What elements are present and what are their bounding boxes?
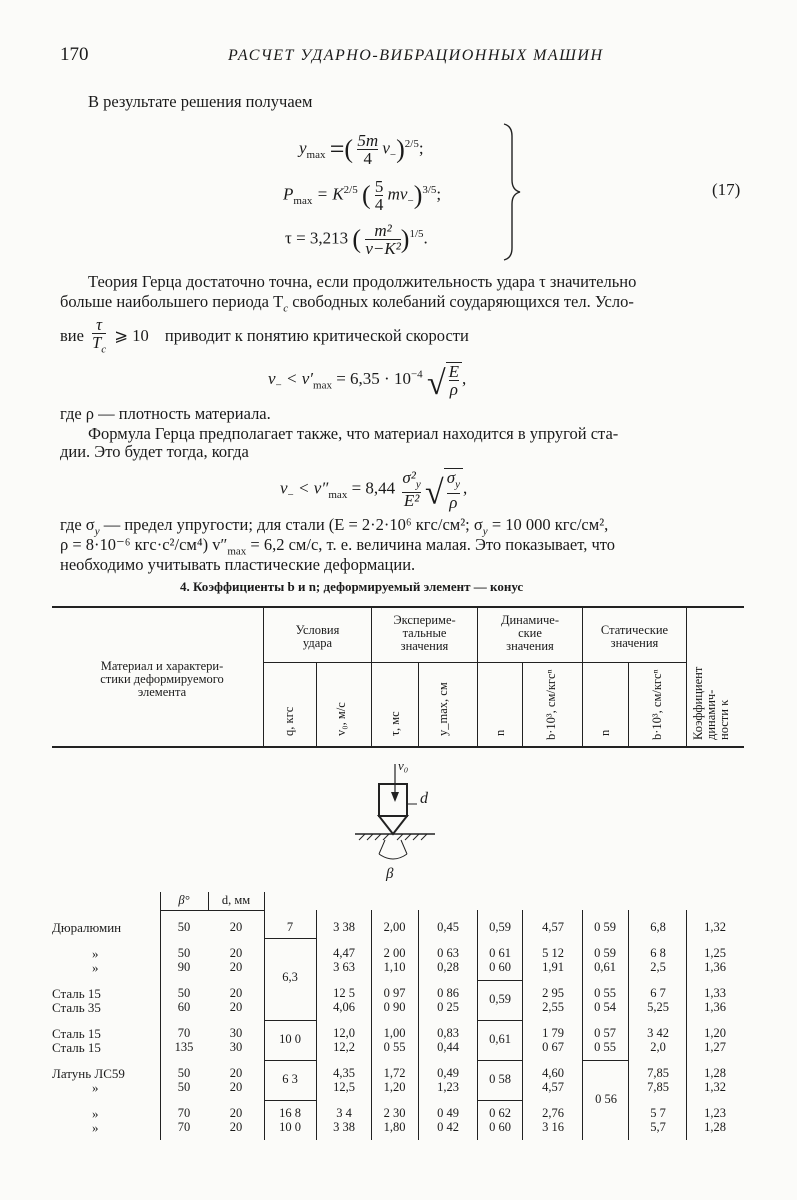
table-cell-tau: 2,00	[383, 920, 406, 934]
table-cell-n-d: 0,59	[489, 920, 511, 934]
table-cell-b-d: 4,57	[542, 920, 564, 934]
table-cell-tau: 0 55	[383, 1040, 406, 1054]
merge-rule	[477, 1100, 522, 1101]
col-divider	[418, 662, 419, 746]
table-cell-d: 20	[229, 1066, 243, 1080]
table-cell-k: 1,20	[704, 1026, 726, 1040]
table-cell-v0: 4,47	[333, 946, 355, 960]
equation-tau: τ = 3,213 ( $\frac{\text{m²}}{\text{v−K²}}$ )$^{1/5}$.	[285, 221, 428, 258]
table-cell-n-s: 0,61	[594, 960, 616, 974]
table-cell-n-d: 0 60	[489, 1120, 511, 1134]
cone-element-diagram	[345, 756, 455, 888]
table-cell-b-d: 2 95	[542, 986, 564, 1000]
label-beta: β	[386, 866, 394, 882]
table-cell-ymax: 0,28	[437, 960, 459, 974]
table-cell-b-d: 5 12	[542, 946, 564, 960]
q-merged-value: 10 0	[279, 1032, 301, 1046]
table-caption: 4. Коэффициенты b и n; деформируемый элемент — конус	[180, 579, 524, 594]
subheader-ymax: y_max, см	[436, 682, 450, 736]
group-header-impact: Условия удара	[295, 623, 340, 650]
paragraph-line: где ρ — плотность материала.	[60, 404, 271, 423]
paragraph-line: необходимо учитывать пластические деформации.	[60, 555, 416, 574]
table-cell-v0: 12,0	[333, 1026, 355, 1040]
subheader-n-stat: n	[598, 729, 612, 736]
param-header-rule	[160, 910, 264, 911]
merge-rule	[264, 938, 316, 939]
body-col-divider	[418, 910, 419, 1140]
table-cell-q: 16 8	[279, 1106, 301, 1120]
paragraph-line: ρ = 8·10⁻⁶ кгс·с²/см⁴) $v''_{max} = 6,2$ см/с, т. е. величина малая. Это показывает, что	[60, 535, 616, 558]
material-cell: »	[92, 1120, 99, 1135]
subheader-b-dyn: b·10³, см/кгсⁿ	[544, 669, 558, 740]
table-cell-tau: 1,80	[383, 1120, 406, 1134]
body-col-divider	[316, 910, 317, 1140]
material-cell: Латунь ЛС59	[52, 1066, 125, 1081]
table-cell-d: 20	[229, 1000, 243, 1014]
table-cell-tau: 2 00	[383, 946, 406, 960]
table-cell-ymax: 0 86	[437, 986, 459, 1000]
table-cell-ymax: 0,44	[437, 1040, 459, 1054]
table-cell-beta: 50	[177, 920, 191, 934]
group-header-dynamic: Динамиче- ские значения	[500, 613, 560, 653]
table-cell-k: 1,27	[704, 1040, 726, 1054]
table-cell-b-s: 7,85	[647, 1066, 669, 1080]
paragraph-line: где $\sigma_y$ — предел упругости; для стали (E = 2·2·10⁶ кгс/см²; $\sigma_y = 10$ 000 кгс/см²,	[60, 515, 609, 538]
equation-ymax: $y_{max}$ =( $\frac{5m}{4}$ $v_-)^{2/5}$;	[299, 131, 424, 168]
table-cell-ymax: 0,45	[437, 920, 459, 934]
table-cell-k: 1,32	[704, 1080, 726, 1094]
table-cell-b-s: 6 7	[650, 986, 666, 1000]
running-title: РАСЧЕТ УДАРНО-ВИБРАЦИОННЫХ МАШИН	[228, 47, 604, 64]
table-cell-v0: 12,2	[333, 1040, 355, 1054]
table-cell-tau: 0 97	[383, 986, 406, 1000]
q-merged-value: 6 3	[282, 1072, 298, 1086]
material-cell: »	[92, 1080, 99, 1095]
table-cell-k: 1,23	[704, 1106, 726, 1120]
table-cell-tau: 2 30	[383, 1106, 406, 1120]
table-cell-d: 30	[229, 1026, 243, 1040]
table-cell-b-d: 4,60	[542, 1066, 564, 1080]
table-cell-ymax: 0,49	[437, 1066, 459, 1080]
subheader-n-dyn: n	[493, 729, 507, 736]
table-cell-beta: 50	[177, 986, 191, 1000]
table-cell-tau: 1,10	[383, 960, 406, 974]
subheader-q: q, кгс	[282, 706, 296, 736]
equation-vmax-double-prime: $v_- < v''_{max} = 8,44$ $\frac{\sigma^2_y}{\text{E²}}$ √ $\frac{\sigma_y}{\rho}$ ,	[280, 468, 468, 513]
table-cell-ymax: 0 25	[437, 1000, 459, 1014]
table-cell-d: 30	[229, 1040, 243, 1054]
table-header-rule	[52, 746, 744, 748]
material-cell: »	[92, 960, 99, 975]
table-cell-n-s: 0 57	[594, 1026, 616, 1040]
table-cell-tau: 1,20	[383, 1080, 406, 1094]
table-cell-beta: 135	[174, 1040, 194, 1054]
table-cell-n-s: 0 59	[594, 946, 616, 960]
group-header-experimental: Экспериме- тальные значения	[393, 613, 456, 653]
page-number: 170	[60, 44, 89, 65]
subheader-v0: v₀, м/с	[334, 702, 348, 736]
table-group-rule	[263, 662, 686, 663]
table-cell-beta: 70	[177, 1106, 191, 1120]
table-cell-b-d: 0 67	[542, 1040, 564, 1054]
table-cell-k: 1,28	[704, 1066, 726, 1080]
label-v0: v₀	[398, 758, 409, 773]
table-cell-b-s: 2,0	[650, 1040, 666, 1054]
table-cell-b-d: 4,57	[542, 1080, 564, 1094]
n-dyn-merged-value: 0,61	[489, 1032, 511, 1046]
merge-rule	[582, 1060, 628, 1061]
merge-rule	[477, 1060, 522, 1061]
label-d: d	[420, 790, 428, 807]
table-cell-b-d: 2,55	[542, 1000, 564, 1014]
subheader-b-stat: b·10³, см/кгсⁿ	[650, 669, 664, 740]
table-cell-b-s: 6,8	[650, 920, 666, 934]
col-divider	[522, 662, 523, 746]
paragraph-line: дии. Это будет тогда, когда	[60, 442, 249, 461]
material-header: Материал и характери- стики деформируемого элемента	[100, 659, 224, 699]
table-cell-v0: 12 5	[333, 986, 355, 1000]
table-cell-k: 1,36	[704, 960, 726, 974]
merge-rule	[264, 1060, 316, 1061]
col-divider	[628, 662, 629, 746]
table-cell-v0: 4,06	[333, 1000, 355, 1014]
intro-text: В результате решения получаем	[88, 92, 313, 111]
table-cell-q: 10 0	[279, 1120, 301, 1134]
table-cell-d: 20	[229, 1080, 243, 1094]
material-cell: Дюралюмин	[52, 920, 122, 935]
material-cell: Сталь 15	[52, 1026, 101, 1041]
table-cell-ymax: 0 49	[437, 1106, 459, 1120]
table-cell-n-d: 0 62	[489, 1106, 511, 1120]
merge-rule	[264, 1100, 316, 1101]
table-cell-v0: 3 38	[333, 920, 355, 934]
n-dyn-merged-value: 0 58	[489, 1072, 511, 1086]
table-cell-q: 7	[286, 920, 294, 934]
table-cell-b-d: 2,76	[542, 1106, 564, 1120]
table-cell-k: 1,25	[704, 946, 726, 960]
table-cell-d: 20	[229, 1120, 243, 1134]
table-cell-d: 20	[229, 986, 243, 1000]
body-col-divider	[686, 910, 687, 1140]
material-cell: Сталь 15	[52, 1040, 101, 1055]
merge-rule	[477, 980, 522, 981]
table-cell-ymax: 0 42	[437, 1120, 459, 1134]
table-cell-beta: 70	[177, 1026, 191, 1040]
table-cell-n-d: 0 60	[489, 960, 511, 974]
paragraph-line: Формула Герца предполагает также, что материал находится в упругой ста-	[88, 424, 619, 443]
table-cell-k: 1,33	[704, 986, 726, 1000]
table-cell-n-s: 0 59	[594, 920, 616, 934]
table-cell-v0: 3 38	[333, 1120, 355, 1134]
table-cell-d: 20	[229, 946, 243, 960]
table-cell-n-s: 0 55	[594, 1040, 616, 1054]
material-cell: »	[92, 946, 99, 961]
equation-brace	[500, 122, 524, 262]
equation-number: (17)	[712, 180, 741, 199]
merge-rule	[477, 1020, 522, 1021]
q-merged-value: 6,3	[282, 970, 298, 984]
subheader-tau: τ, мс	[388, 711, 402, 736]
table-cell-b-d: 3 16	[542, 1120, 564, 1134]
table-cell-ymax: 0,83	[437, 1026, 459, 1040]
table-cell-b-s: 5,25	[647, 1000, 669, 1014]
table-cell-tau: 1,72	[383, 1066, 406, 1080]
subheader-kappa: Коэффициент динамич- ности κ	[691, 666, 731, 740]
table-cell-k: 1,36	[704, 1000, 726, 1014]
table-cell-d: 20	[229, 960, 243, 974]
n-stat-merged-value: 0 56	[595, 1092, 617, 1106]
table-cell-b-d: 1,91	[542, 960, 564, 974]
table-cell-ymax: 0 63	[437, 946, 459, 960]
table-cell-d: 20	[229, 1106, 243, 1120]
merge-rule	[264, 1020, 316, 1021]
param-header-beta: β°	[178, 893, 190, 907]
group-header-static: Статические значения	[600, 623, 669, 650]
material-cell: »	[92, 1106, 99, 1121]
table-cell-b-d: 1 79	[542, 1026, 564, 1040]
paragraph-line: Теория Герца достаточно точна, если продолжительность удара τ значительно	[88, 272, 637, 291]
equation-pmax: $P_{max} = K^{2/5}$ ( $\frac{5}{4}$ $mv_-)^{3/5}$;	[283, 177, 442, 214]
table-cell-beta: 70	[177, 1120, 191, 1134]
table-cell-b-s: 3 42	[647, 1026, 669, 1040]
table-cell-v0: 3 63	[333, 960, 355, 974]
table-cell-beta: 50	[177, 1066, 191, 1080]
paragraph-line: вие $\frac{\tau}{T_c}$ ⩾ 10 приводит к понятию критической скорости	[60, 315, 469, 356]
col-divider	[686, 608, 687, 746]
table-cell-tau: 1,00	[383, 1026, 406, 1040]
table-cell-b-s: 6 8	[650, 946, 666, 960]
equation-vmax-prime: $v_- < v'_{max} = 6,35 \cdot 10^{-4}$ √ $\frac{E}{\rho}$ ,	[268, 362, 467, 402]
table-cell-b-s: 2,5	[650, 960, 666, 974]
table-cell-v0: 12,5	[333, 1080, 355, 1094]
paragraph-line: больше наибольшего периода $T_c$ свободных колебаний соударяющихся тел. Усло-	[60, 292, 634, 315]
material-cell: Сталь 35	[52, 1000, 101, 1015]
table-cell-tau: 0 90	[383, 1000, 406, 1014]
table-cell-beta: 50	[177, 1080, 191, 1094]
table-cell-n-s: 0 54	[594, 1000, 616, 1014]
table-cell-b-s: 5 7	[650, 1106, 666, 1120]
table-cell-b-s: 5,7	[650, 1120, 666, 1134]
table-cell-n-d: 0 61	[489, 946, 511, 960]
table-cell-b-s: 7,85	[647, 1080, 669, 1094]
param-header-d: d, мм	[221, 893, 251, 907]
table-cell-beta: 50	[177, 946, 191, 960]
table-cell-d: 20	[229, 920, 243, 934]
table-cell-beta: 60	[177, 1000, 191, 1014]
table-cell-k: 1,28	[704, 1120, 726, 1134]
table-cell-k: 1,32	[704, 920, 726, 934]
col-divider	[316, 662, 317, 746]
n-dyn-merged-value: 0,59	[489, 992, 511, 1006]
table-cell-ymax: 1,23	[437, 1080, 459, 1094]
table-cell-beta: 90	[177, 960, 191, 974]
table-cell-v0: 3 4	[336, 1106, 352, 1120]
table-top-rule	[52, 606, 744, 608]
table-cell-n-s: 0 55	[594, 986, 616, 1000]
material-cell: Сталь 15	[52, 986, 101, 1001]
table-cell-v0: 4,35	[333, 1066, 355, 1080]
